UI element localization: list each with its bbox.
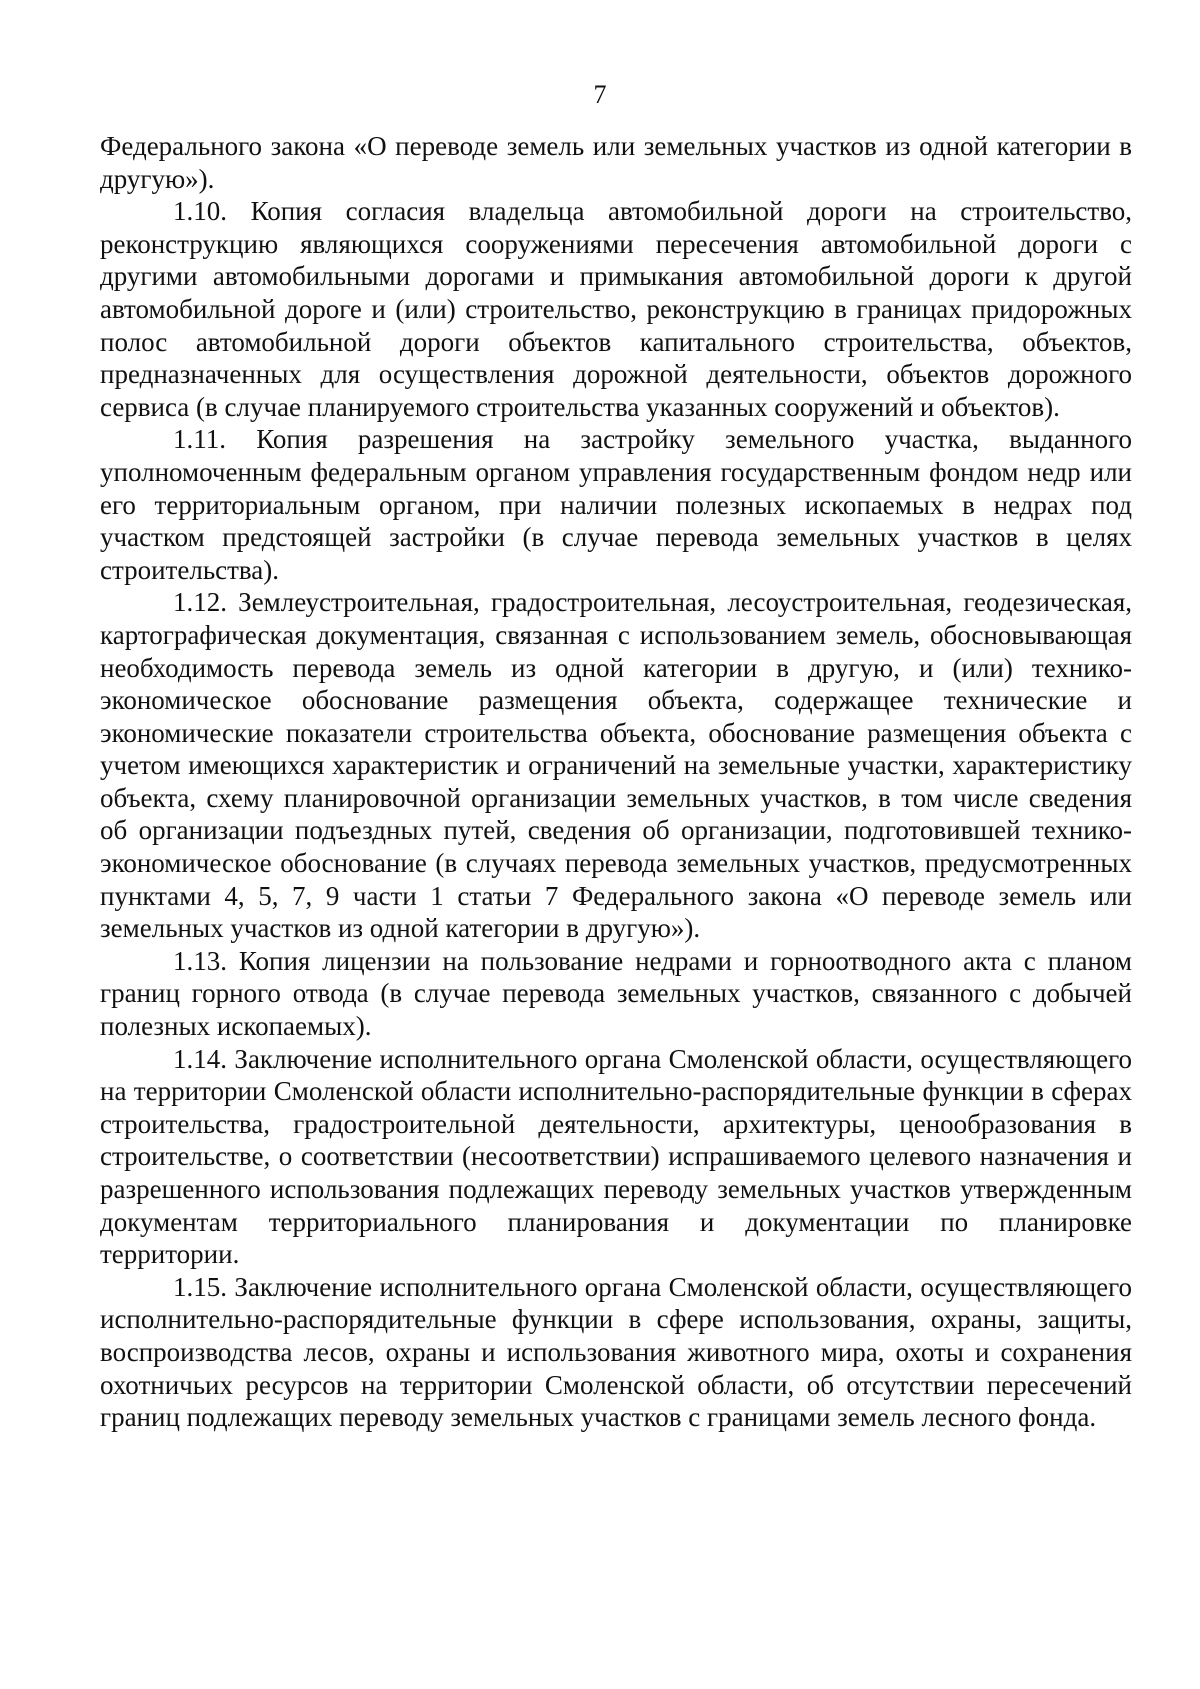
paragraph-text: Копия лицензии на пользование недрами и горноотводного акта с планом границ горного отвода (в случае перевода земельных участков, связанного с добычей полезных ископаемых). xyxy=(100,945,1133,1042)
item-number: 1.11. xyxy=(173,424,226,455)
paragraph-text: Заключение исполнительного органа Смоленской области, осуществляющего на территории Смоленской области исполнительно-распорядительные функции в сферах строительства, градостроительной деятельности, архитектуры, ценообразования в строительстве, о соответствии (несоответствии) испрашиваемого целевого назначения и разрешенного использования подлежащих переводу земельных участков утвержденным документам территориального планирования и документации по планировке территории. xyxy=(100,1043,1132,1270)
page-number: 7 xyxy=(593,80,607,109)
paragraph-item-1-12 xyxy=(100,586,1132,945)
paragraph-text: Заключение исполнительного органа Смоленской области, осуществляющего исполнительно-распорядительные функции в сфере использования, охраны, защиты, воспроизводства лесов, охраны и использования животного мира, охоты и сохранения охотничьих ресурсов на территории Смоленской области, об отсутствии пересечений границ подлежащих переводу земельных участков с границами земель лесного фонда. xyxy=(100,1271,1132,1433)
paragraph-text: Федерального закона «О переводе земель или земельных участков из одной категории в другую»). xyxy=(100,131,1132,194)
item-number: 1.13. xyxy=(173,945,227,976)
paragraph-item-1-10 xyxy=(100,195,1132,423)
paragraph-text: Копия согласия владельца автомобильной дороги на строительство, реконструкцию являющихся сооружениями пересечения автомобильной дороги с другими автомобильными дорогами и примыкания автомобильной дороги к другой автомобильной дороге и (или) строительство, реконструкцию в границах придорожных полос автомобильной дороги объектов капитального строительства, объектов, предназначенных для осуществления дорожной деятельности, объектов дорожного сервиса (в случае планируемого строительства указанных сооружений и объектов). xyxy=(100,196,1133,422)
item-number: 1.12. xyxy=(173,587,227,618)
paragraph-item-1-13 xyxy=(100,945,1132,1043)
paragraph-item-1-11 xyxy=(100,423,1132,586)
item-number: 1.10. xyxy=(173,196,227,227)
document-body xyxy=(100,130,1132,1434)
paragraph-text: Копия разрешения на застройку земельного участка, выданного уполномоченным федеральным органом управления государственным фондом недр или его территориальным органом, при наличии полезных ископаемых в недрах под участком предстоящей застройки (в случае перевода земельных участков в целях строительства). xyxy=(100,424,1132,585)
paragraph-continuation xyxy=(100,130,1132,195)
item-number: 1.15. xyxy=(173,1271,227,1302)
item-number: 1.14. xyxy=(173,1043,227,1074)
paragraph-text: Землеустроительная, градостроительная, лесоустроительная, геодезическая, картографическая документация, связанная с использованием земель, обосновывающая необходимость перевода земель из одной категории в другую, и (или) технико-экономическое обоснование размещения объекта, содержащее технические и экономические показатели строительства объекта, обоснование размещения объекта с учетом имеющихся характеристик и ограничений на земельные участки, характеристику объекта, схему планировочной организации земельных участков, в том числе сведения об организации подъездных путей, сведения об организации, подготовившей технико-экономическое обоснование (в случаях перевода земельных участков, предусмотренных пунктами 4, 5, 7, 9 части 1 статьи 7 Федерального закона «О переводе земель или земельных участков из одной категории в другую»). xyxy=(100,587,1132,944)
paragraph-item-1-14 xyxy=(100,1043,1132,1271)
paragraph-item-1-15 xyxy=(100,1271,1132,1434)
